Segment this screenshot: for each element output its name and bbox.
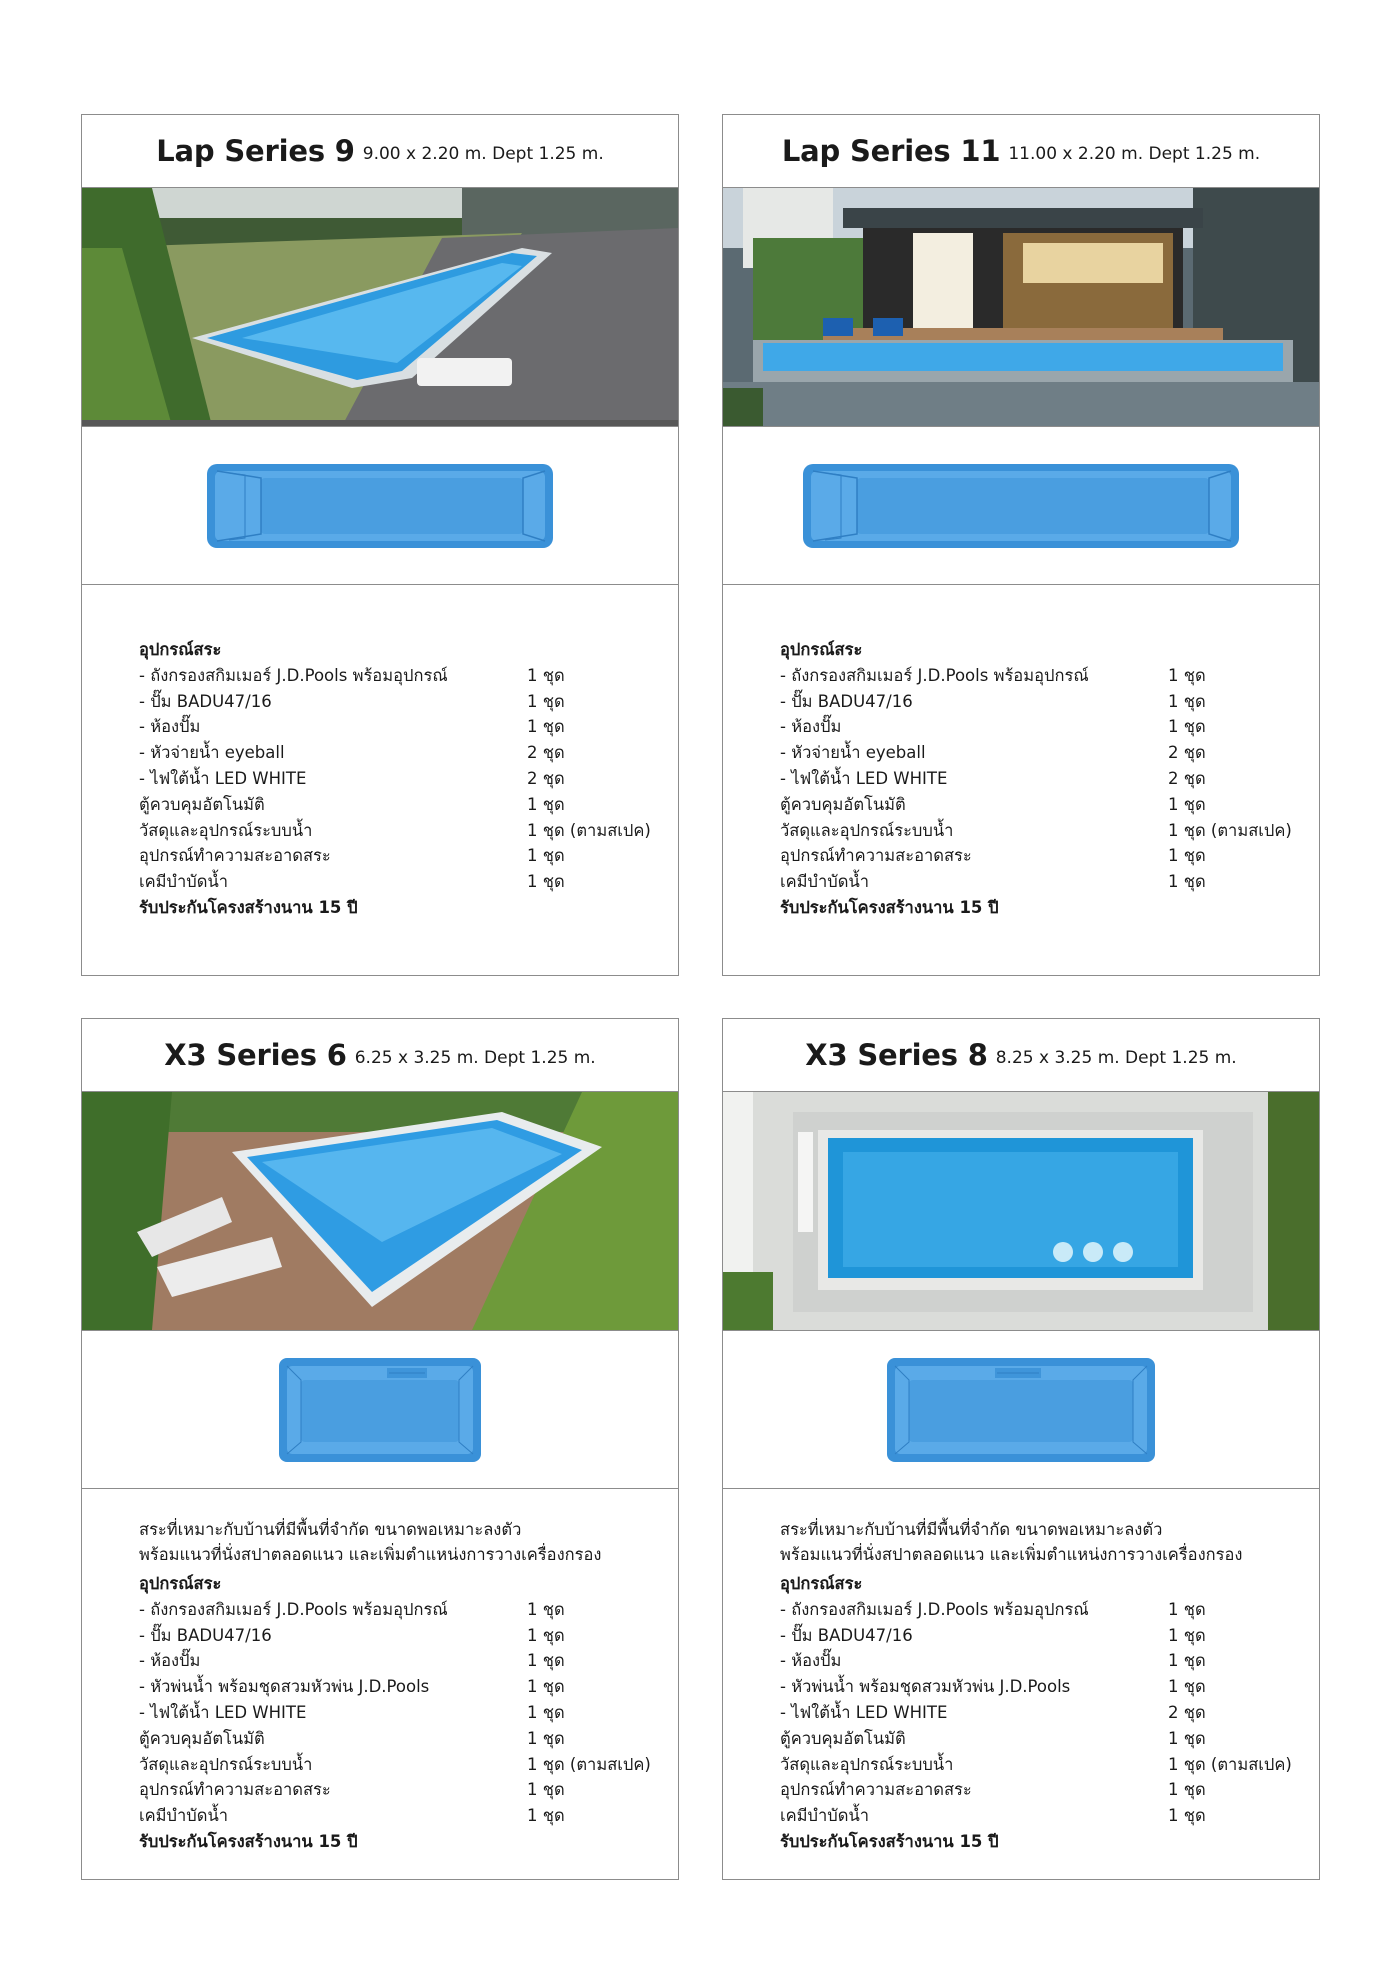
- item-qty: 2 ชุด: [1168, 1702, 1206, 1722]
- item-qty: 1 ชุด: [1168, 1625, 1206, 1645]
- list-item: [139, 663, 678, 689]
- list-item: [139, 818, 678, 844]
- item-qty: 1 ชุด (ตามสเปค): [1168, 820, 1292, 840]
- item-name: - ปั๊ม BADU47/16: [139, 691, 272, 711]
- item-qty: 1 ชุด: [527, 691, 565, 711]
- card-dimensions: 9.00 x 2.20 m. Dept 1.25 m.: [362, 144, 604, 164]
- list-item: [780, 689, 1319, 715]
- list-item: [780, 1674, 1319, 1700]
- item-name: - ถังกรองสกิมเมอร์ J.D.Pools พร้อมอุปกรณ์: [780, 1599, 1089, 1619]
- warranty-text: รับประกันโครงสร้างนาน 15 ปี: [139, 1831, 358, 1851]
- item-name: - ถังกรองสกิมเมอร์ J.D.Pools พร้อมอุปกรณ์: [139, 1599, 448, 1619]
- item-name: วัสดุและอุปกรณ์ระบบน้ำ: [139, 1754, 313, 1774]
- pool-card-x3-series-6: [81, 1018, 679, 1880]
- item-name: วัสดุและอุปกรณ์ระบบน้ำ: [780, 820, 954, 840]
- description-line: สระที่เหมาะกับบ้านที่มีพื้นที่จำกัด ขนาดพอเหมาะลงตัว: [139, 1520, 522, 1539]
- item-qty: 1 ชุด: [1168, 1599, 1206, 1619]
- list-item: [139, 740, 678, 766]
- pool-photo: [723, 188, 1319, 427]
- item-qty: 1 ชุด: [527, 1780, 565, 1800]
- item-qty: 2 ชุด: [1168, 743, 1206, 763]
- list-item: [780, 1803, 1319, 1829]
- specs: [723, 1489, 1319, 1855]
- item-name: - ถังกรองสกิมเมอร์ J.D.Pools พร้อมอุปกรณ์: [139, 665, 448, 685]
- card-title: X3 Series 8: [805, 1038, 988, 1072]
- item-name: ตู้ควบคุมอัตโนมัติ: [780, 1728, 906, 1748]
- item-qty: 1 ชุด (ตามสเปค): [527, 1754, 651, 1774]
- specs: [723, 585, 1319, 921]
- list-item: [780, 869, 1319, 895]
- item-name: - ไฟใต้น้ำ LED WHITE: [139, 1702, 307, 1722]
- list-item: [139, 1777, 678, 1803]
- item-name: ตู้ควบคุมอัตโนมัติ: [139, 1728, 265, 1748]
- list-item: [780, 792, 1319, 818]
- pool-photo: [723, 1092, 1319, 1331]
- list-item: [139, 766, 678, 792]
- equipment-title: อุปกรณ์สระ: [139, 1574, 222, 1593]
- list-item: [780, 818, 1319, 844]
- list-item: [139, 1623, 678, 1649]
- item-name: เคมีบำบัดน้ำ: [780, 1806, 870, 1826]
- warranty-text: รับประกันโครงสร้างนาน 15 ปี: [780, 1831, 999, 1851]
- item-qty: 1 ชุด (ตามสเปค): [1168, 1754, 1292, 1774]
- warranty-text: รับประกันโครงสร้างนาน 15 ปี: [780, 897, 999, 917]
- warranty-text: รับประกันโครงสร้างนาน 15 ปี: [139, 897, 358, 917]
- card-header: [82, 1019, 678, 1092]
- item-name: - ปั๊ม BADU47/16: [139, 1625, 272, 1645]
- specs: [82, 1489, 678, 1855]
- card-header: [723, 1019, 1319, 1092]
- item-qty: 1 ชุด: [1168, 846, 1206, 866]
- item-name: - ไฟใต้น้ำ LED WHITE: [139, 768, 307, 788]
- pool-photo: [82, 188, 678, 427]
- item-name: อุปกรณ์ทำความสะอาดสระ: [780, 846, 972, 866]
- list-item: [139, 1700, 678, 1726]
- item-qty: 1 ชุด: [527, 1728, 565, 1748]
- list-item: [139, 869, 678, 895]
- card-title: Lap Series 9: [156, 134, 355, 168]
- item-qty: 1 ชุด: [1168, 717, 1206, 737]
- item-qty: 1 ชุด: [1168, 1728, 1206, 1748]
- item-qty: 2 ชุด: [1168, 768, 1206, 788]
- list-item: [780, 843, 1319, 869]
- card-title: X3 Series 6: [164, 1038, 347, 1072]
- pool-shell-diagram: [82, 1331, 678, 1489]
- card-title: Lap Series 11: [781, 134, 1001, 168]
- item-qty: 1 ชุด: [527, 665, 565, 685]
- item-qty: 1 ชุด: [527, 717, 565, 737]
- list-item: [139, 792, 678, 818]
- list-item: [139, 714, 678, 740]
- item-name: - หัวจ่ายน้ำ eyeball: [780, 743, 926, 763]
- card-header: [82, 115, 678, 188]
- item-name: เคมีบำบัดน้ำ: [139, 872, 229, 892]
- item-name: อุปกรณ์ทำความสะอาดสระ: [139, 1780, 331, 1800]
- pool-photo: [82, 1092, 678, 1331]
- list-item: [780, 1777, 1319, 1803]
- item-qty: 1 ชุด (ตามสเปค): [527, 820, 651, 840]
- pool-card-lap-series-11: [722, 114, 1320, 976]
- item-qty: 1 ชุด: [527, 1599, 565, 1619]
- item-name: - ห้องปั๊ม: [139, 1651, 201, 1671]
- item-name: อุปกรณ์ทำความสะอาดสระ: [780, 1780, 972, 1800]
- pool-description: [139, 1517, 678, 1567]
- list-item: [780, 1648, 1319, 1674]
- item-name: อุปกรณ์ทำความสะอาดสระ: [139, 846, 331, 866]
- list-item: [139, 1726, 678, 1752]
- card-dimensions: 11.00 x 2.20 m. Dept 1.25 m.: [1008, 144, 1261, 164]
- item-name: - ห้องปั๊ม: [780, 1651, 842, 1671]
- description-line: พร้อมแนวที่นั่งสปาตลอดแนว และเพิ่มตำแหน่งการวางเครื่องกรอง: [780, 1545, 1243, 1564]
- item-qty: 1 ชุด: [1168, 1677, 1206, 1697]
- card-header: [723, 115, 1319, 188]
- item-name: - ถังกรองสกิมเมอร์ J.D.Pools พร้อมอุปกรณ์: [780, 665, 1089, 685]
- pool-shell-diagram: [723, 1331, 1319, 1489]
- item-qty: 1 ชุด: [1168, 691, 1206, 711]
- item-name: - ปั๊ม BADU47/16: [780, 1625, 913, 1645]
- item-qty: 2 ชุด: [527, 768, 565, 788]
- item-qty: 1 ชุด: [527, 1677, 565, 1697]
- equipment-title: อุปกรณ์สระ: [780, 640, 863, 659]
- list-item: [780, 1597, 1319, 1623]
- list-item: [780, 1752, 1319, 1778]
- item-name: เคมีบำบัดน้ำ: [780, 872, 870, 892]
- list-item: [780, 1700, 1319, 1726]
- card-dimensions: 8.25 x 3.25 m. Dept 1.25 m.: [995, 1048, 1237, 1068]
- item-qty: 1 ชุด: [1168, 665, 1206, 685]
- item-name: - ห้องปั๊ม: [139, 717, 201, 737]
- specs: [82, 585, 678, 921]
- pool-shell-diagram: [723, 427, 1319, 585]
- item-name: วัสดุและอุปกรณ์ระบบน้ำ: [139, 820, 313, 840]
- card-dimensions: 6.25 x 3.25 m. Dept 1.25 m.: [354, 1048, 596, 1068]
- pool-card-x3-series-8: [722, 1018, 1320, 1880]
- item-qty: 2 ชุด: [527, 743, 565, 763]
- item-name: เคมีบำบัดน้ำ: [139, 1806, 229, 1826]
- item-qty: 1 ชุด: [527, 1702, 565, 1722]
- list-item: [139, 1752, 678, 1778]
- item-qty: 1 ชุด: [1168, 1780, 1206, 1800]
- pool-description: [780, 1517, 1319, 1567]
- list-item: [139, 1674, 678, 1700]
- list-item: [780, 663, 1319, 689]
- item-name: - ห้องปั๊ม: [780, 717, 842, 737]
- list-item: [780, 1726, 1319, 1752]
- list-item: [139, 689, 678, 715]
- item-name: วัสดุและอุปกรณ์ระบบน้ำ: [780, 1754, 954, 1774]
- item-name: - หัวพ่นน้ำ พร้อมชุดสวมหัวพ่น J.D.Pools: [780, 1677, 1071, 1697]
- item-qty: 1 ชุด: [527, 872, 565, 892]
- description-line: พร้อมแนวที่นั่งสปาตลอดแนว และเพิ่มตำแหน่งการวางเครื่องกรอง: [139, 1545, 602, 1564]
- item-name: - หัวพ่นน้ำ พร้อมชุดสวมหัวพ่น J.D.Pools: [139, 1677, 430, 1697]
- item-name: - ไฟใต้น้ำ LED WHITE: [780, 768, 948, 788]
- item-qty: 1 ชุด: [527, 794, 565, 814]
- list-item: [139, 1597, 678, 1623]
- list-item: [139, 843, 678, 869]
- item-qty: 1 ชุด: [527, 1806, 565, 1826]
- item-qty: 1 ชุด: [527, 1625, 565, 1645]
- item-qty: 1 ชุด: [1168, 872, 1206, 892]
- item-name: - ปั๊ม BADU47/16: [780, 691, 913, 711]
- equipment-title: อุปกรณ์สระ: [780, 1574, 863, 1593]
- description-line: สระที่เหมาะกับบ้านที่มีพื้นที่จำกัด ขนาดพอเหมาะลงตัว: [780, 1520, 1163, 1539]
- list-item: [780, 740, 1319, 766]
- equipment-title: อุปกรณ์สระ: [139, 640, 222, 659]
- list-item: [780, 766, 1319, 792]
- list-item: [780, 714, 1319, 740]
- item-qty: 1 ชุด: [1168, 1806, 1206, 1826]
- item-name: - ไฟใต้น้ำ LED WHITE: [780, 1702, 948, 1722]
- item-name: ตู้ควบคุมอัตโนมัติ: [780, 794, 906, 814]
- item-name: - หัวจ่ายน้ำ eyeball: [139, 743, 285, 763]
- item-name: ตู้ควบคุมอัตโนมัติ: [139, 794, 265, 814]
- list-item: [139, 1648, 678, 1674]
- item-qty: 1 ชุด: [527, 1651, 565, 1671]
- item-qty: 1 ชุด: [1168, 794, 1206, 814]
- pool-shell-diagram: [82, 427, 678, 585]
- item-qty: 1 ชุด: [527, 846, 565, 866]
- list-item: [139, 1803, 678, 1829]
- list-item: [780, 1623, 1319, 1649]
- item-qty: 1 ชุด: [1168, 1651, 1206, 1671]
- pool-card-lap-series-9: [81, 114, 679, 976]
